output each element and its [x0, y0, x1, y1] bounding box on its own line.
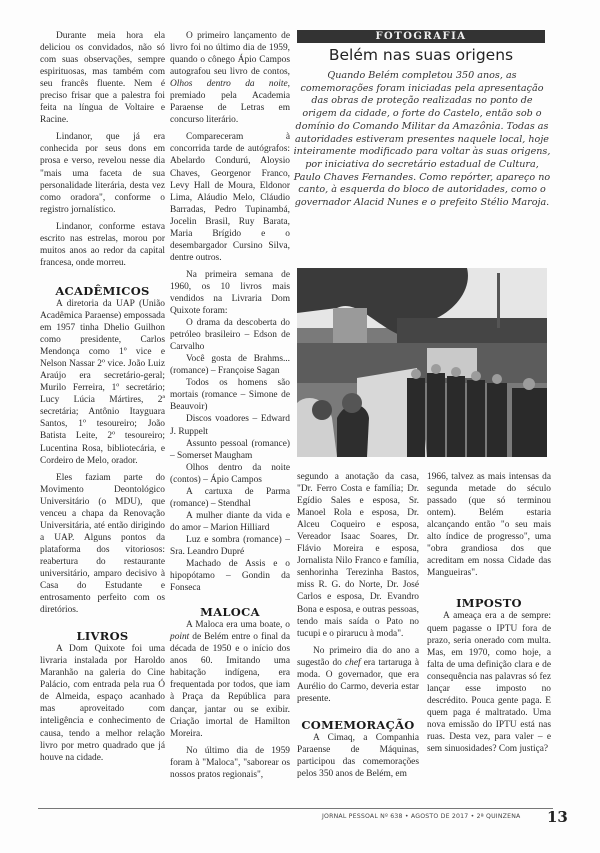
- book-item: Assunto pessoal (romance) – Somerset Maugham: [170, 438, 290, 461]
- book-item: Discos voadores – Edward J. Ruppelt: [170, 414, 290, 437]
- section-heading-imposto: IMPOSTO: [456, 596, 522, 611]
- feature-headline: Belém nas suas origens: [328, 46, 514, 64]
- column-4: [427, 471, 551, 755]
- text-run: No primeiro dia do ano a sugestão do: [297, 645, 419, 668]
- book-item: A mulher diante da vida e do amor – Marion Hilliard: [170, 510, 290, 533]
- paragraph: Lindanor, que já era conhecida por seus dons em prosa e verso, revelou nesse dia "mais uma faceta de sua personalidade literária, desta vez como oradora", conforme o registro jornalístico.: [40, 132, 165, 215]
- feature-photo: [297, 268, 547, 457]
- paragraph: Lindanor, conforme estava escrito nas estrelas, morou por muitos anos ao redor da capital francesa, onde morreu.: [40, 221, 165, 268]
- paragraph: A Dom Quixote foi uma livraria instalada por Haroldo Maranhão na galeria do Cine Palácio, com entrada pela rua Ó de Almeida, espaço acanhado mas aproveitado com inteligência e conhecimento de causa, tendo a melhor relação livro por metro quadrado que já houve na cidade.: [40, 644, 165, 763]
- pole: [497, 273, 500, 328]
- text-run: O primeiro lançamento de livro foi no último dia de 1959, quando o cônego Ápio Campos autografou seu livro de contos,: [170, 31, 290, 78]
- book-item: Todos os homens são mortais (romance – Simone de Beauvoir): [170, 378, 290, 413]
- paragraph: A ameaça era a de sempre: quem pagasse o IPTU fora de prazo, seria onerado com multa. Mas, em 1970, como hoje, a falta de uma definição clara e de consequência nas palavras só fez lançar esse imposto no descrédito. Pouca gente paga. E quem paga é maltratado. Uma nova emissão do IPTU está nas ruas. Desta vez, para valer – e sem sinuosidades? Com justiça?: [427, 611, 551, 754]
- column-2: [170, 30, 290, 781]
- foreground-head-2: [342, 393, 362, 413]
- paragraph: [170, 619, 290, 739]
- building: [333, 308, 367, 343]
- book-item: Olhos dentro da noite (contos) – Ápio Campos: [170, 462, 290, 485]
- fort-wall: [397, 318, 547, 343]
- page-number: 13: [547, 808, 568, 826]
- section-heading-livros: LIVROS: [76, 629, 129, 644]
- paragraph: Na primeira semana de 1960, os 10 livros mais vendidos na Livraria Dom Quixote foram:: [170, 269, 290, 317]
- emphasis: point: [170, 632, 190, 643]
- text-run: de Belém entre o final da década de 1950 e o início dos anos 60. Imitando uma habitação indígena, era frequentada por todos, que iam à Praça da República para dançar, jantar ou se exibir. Criação imortal de Hamilton Moreira.: [170, 632, 290, 739]
- book-item: A cartuxa de Parma (romance) – Stendhal: [170, 486, 290, 509]
- paragraph: 1966, talvez as mais intensas da segunda metade do século passado (que só terminou ontem). Belém estaria alcançando então "o seu mais alto índice de progresso", uma "obra grandiosa dos que acreditam em nossa Cidade das Mangueiras".: [427, 472, 551, 579]
- column-3: [297, 471, 419, 780]
- paragraph: No último dia de 1959 foram à "Maloca", "saborear os nossos pratos regionais",: [170, 745, 290, 780]
- wall-base: [297, 343, 547, 383]
- column-1: [40, 30, 165, 764]
- book-item: Machado de Assis e o hipopótamo – Gondin da Fonseca: [170, 559, 290, 594]
- paragraph: [297, 645, 419, 705]
- text-run: A Maloca era uma boate, o: [186, 620, 290, 631]
- book-title: Olhos dentro da noite: [170, 79, 288, 90]
- section-heading-academicos: ACADÊMICOS: [55, 283, 150, 298]
- section-heading-comemoracao: COMEMORAÇÃO: [301, 717, 415, 732]
- paragraph: Eles faziam parte do Movimento Deontológico Universitário (o MDU), que venceu a chapa da Renovação Universitária, até então dirigindo a UAP. Alguns pontos da plataforma dos vitoriosos: reabertura do restaurante universitário, amparo decisivo à Casa do Estudante e entrosamento perfeito com os diretórios.: [40, 472, 165, 616]
- footer-rule: [38, 808, 553, 809]
- section-rubric: FOTOGRAFIA: [297, 30, 545, 43]
- book-item: O drama da descoberta do petróleo brasileiro – Edson de Carvalho: [170, 318, 290, 353]
- book-item: Você gosta de Brahms... (romance) – Françoise Sagan: [170, 354, 290, 377]
- paragraph: Compareceram à concorrida tarde de autógrafos: Abelardo Condurú, Aloysio Chaves, Georgenor Franco, Levy Hall de Moura, Eldonor Lima, Aláudio Melo, Cláudio Barradas, Pedro Tupinambá, Jocelin Brasil, Ruy Barata, Maria Brígido e o desembargador Cursino Silva, dentre outros.: [170, 132, 290, 263]
- foreground-head-1: [312, 400, 332, 420]
- photo-caption: Quando Belém completou 350 anos, as comemorações foram iniciadas pela apresentação das obras de proteção realizadas no ponto de origem da cidade, o forte do Castelo, então sob o domínio do Comando Militar da Amazônia. Todas as autoridades estiveram presentes naquele local, hoje inteiramente modificado para voltar às suas origens, por iniciativa do secretário estadual de Cultura, Paulo Chaves Fernandes. Como repórter, apareço no canto, à esquerda do bloco de autoridades, como o governador Alacid Nunes e o prefeito Stélio Maroja.: [293, 70, 551, 209]
- section-heading-maloca: MALOCA: [200, 605, 260, 620]
- text-run: , premiado pela Academia Paraense de Letras em concurso literário.: [170, 79, 290, 126]
- text-run: era tartaruga à moda. O governador, que era Aurélio do Carmo, deveria estar presente.: [297, 657, 419, 704]
- paragraph: A Cimaq, a Companhia Paraense de Máquinas, participou das comemorações pelos 350 anos de Belém, em: [297, 732, 419, 780]
- paragraph: A diretoria da UAP (União Acadêmica Paraense) empossada em 1957 tinha Dhelio Guilhon como presidente, Carlos Mendonça como 1º vice e Nelson Nassar 2º vice. João Luiz Araújo era secretário-geral; Murilo Ferreira, 1º secretário; Lucy Lúcia Mártires, 2ª secretária; Antônio Itayguara Santos, 1º tesoureiro; João Batista Leite, 2º tesoureiro; Lucentina Rosa, bibliotecária, e Cordeiro de Melo, orador.: [40, 298, 165, 466]
- emphasis: chef: [344, 657, 361, 668]
- footer-publication-info: JORNAL PESSOAL Nº 638 • AGOSTO DE 2017 • 2ª QUINZENA: [322, 813, 521, 820]
- paragraph: Durante meia hora ela deliciou os convidados, não só com suas observações, sempre espirituosas, mas também com seu francês fluente. Nem é preciso frisar que a palestra foi feita na língua de Voltaire e Racine.: [40, 31, 165, 126]
- photo-illustration: [297, 268, 547, 457]
- book-item: Luz e sombra (romance) – Sra. Leandro Dupré: [170, 534, 290, 557]
- paragraph: segundo a anotação da casa, "Dr. Ferro Costa e família; Dr. Egídio Sales e esposa, Sr. Manoel Rola e esposa, Dr. Alceu Coqueiro e esposa, Vereador Isaac Soares, Dr. Flávio Moreira e esposa, Jornalista Nilo Franco e família, senhorinha Terezinha Bastos, miss R. G. do Norte, Dr. José Carlos e esposa, Dr. Evandro Bona e esposa, e outras pessoas, tendo mais saída o Pato no tucupi e o pirarucu à moda".: [297, 472, 419, 639]
- paragraph: [170, 30, 290, 126]
